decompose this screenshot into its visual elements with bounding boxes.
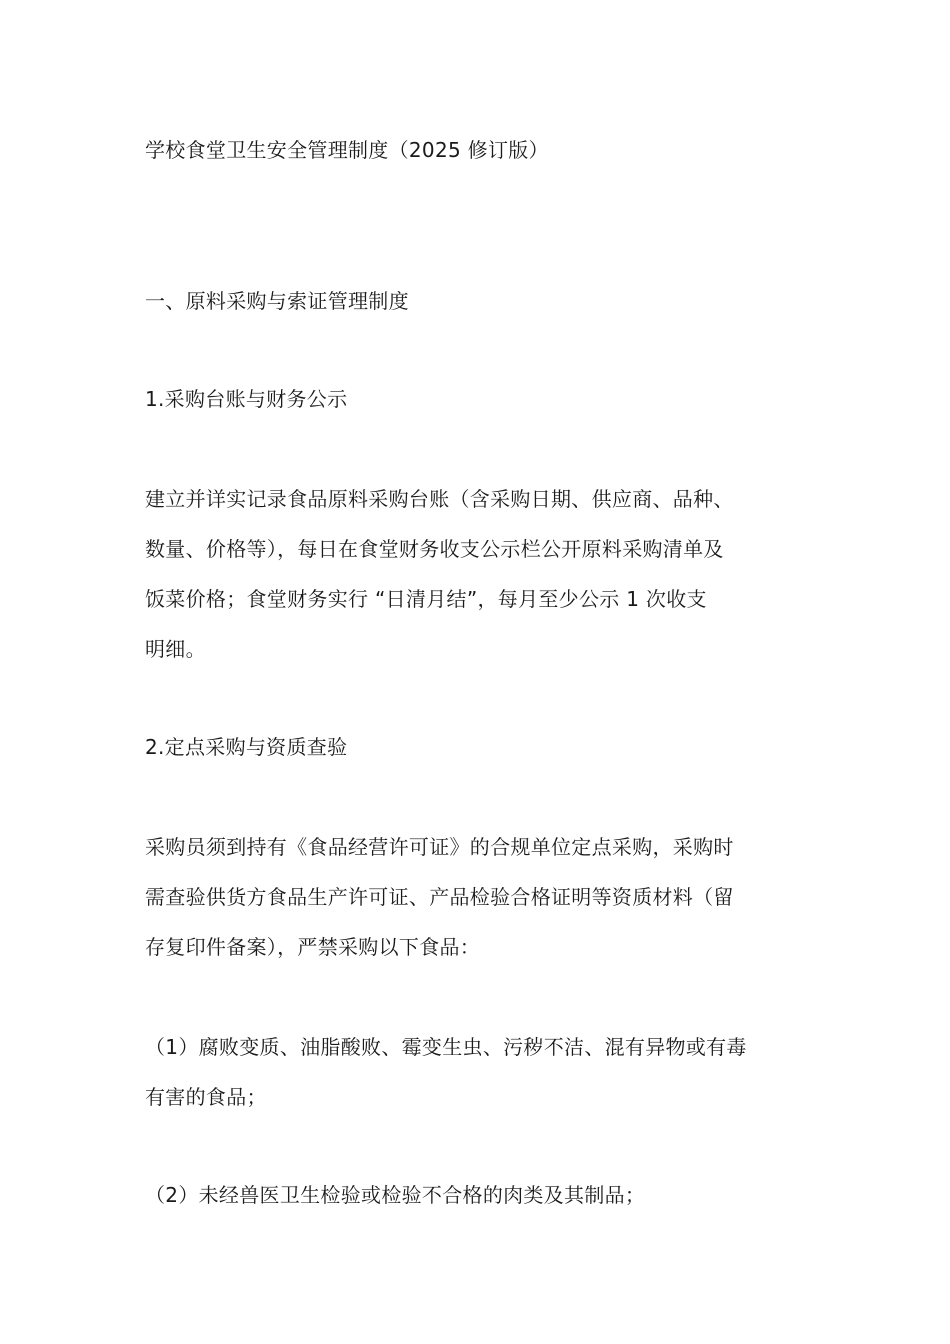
paragraph-line: 建立并详实记录食品原料采购台账（含采购日期、供应商、品种、 — [145, 487, 734, 511]
paragraph-line: 有害的食品； — [145, 1085, 267, 1109]
section-heading-1: 一、原料采购与索证管理制度 — [145, 289, 409, 313]
paragraph-line: （2）未经兽医卫生检验或检验不合格的肉类及其制品； — [145, 1183, 646, 1207]
paragraph-line: 采购员须到持有《食品经营许可证》的合规单位定点采购，采购时 — [145, 835, 734, 859]
subsection-heading-1: 1.采购台账与财务公示 — [145, 387, 348, 411]
paragraph-line: 饭菜价格；食堂财务实行 “日清月结”，每月至少公示 1 次收支 — [145, 587, 707, 611]
subsection-heading-2: 2.定点采购与资质查验 — [145, 735, 348, 759]
paragraph-purchase-ledger — [145, 474, 810, 674]
paragraph-line: 需查验供货方食品生产许可证、产品检验合格证明等资质材料（留 — [145, 885, 734, 909]
list-item-1 — [145, 1022, 810, 1122]
paragraph-designated-purchase — [145, 822, 810, 972]
paragraph-line: 存复印件备案），严禁采购以下食品： — [145, 935, 481, 959]
list-item-2 — [145, 1170, 810, 1220]
paragraph-line: 明细。 — [145, 637, 206, 661]
document-title: 学校食堂卫生安全管理制度（2025 修订版） — [145, 138, 549, 162]
paragraph-line: 数量、价格等），每日在食堂财务收支公示栏公开原料采购清单及 — [145, 537, 724, 561]
paragraph-line: （1）腐败变质、油脂酸败、霉变生虫、污秽不洁、混有异物或有毒 — [145, 1035, 747, 1059]
